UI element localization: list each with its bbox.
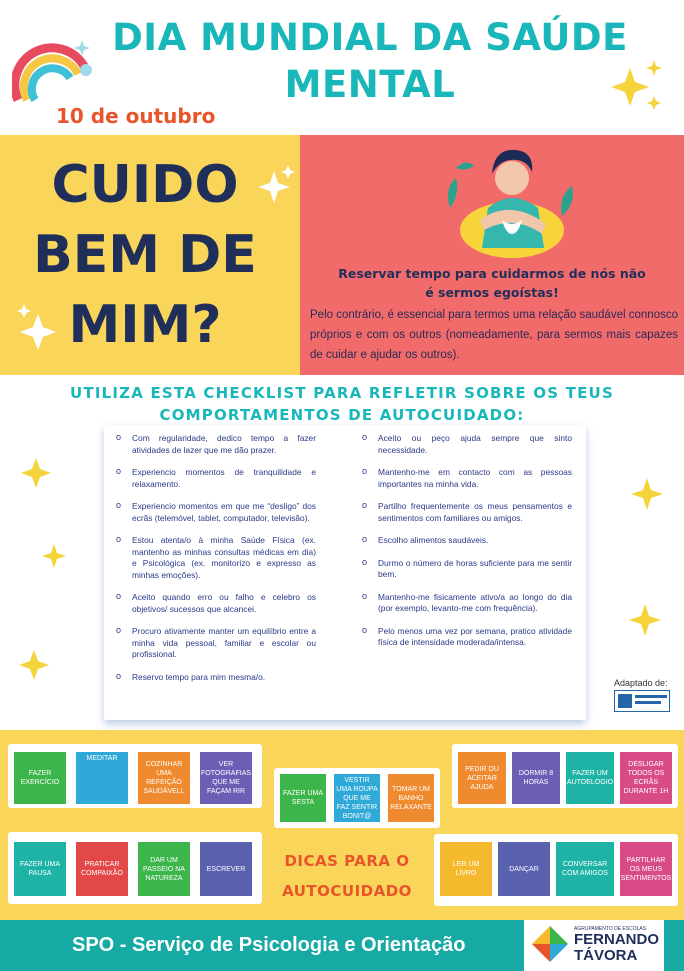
checklist-item: o Aceito ou peço ajuda sempre que sinto necessidade. <box>362 433 572 456</box>
reserve-body: Pelo contrário, é essencial para termos uma relação saudável connosco próprios e com os outros (nomeadamente, para sermos mais capazes de cuidar e ajudar os outros). <box>310 309 678 361</box>
sparkle-icon <box>14 302 60 354</box>
tip-tile: DANÇAR <box>498 842 550 896</box>
tip-tile: DORMIR 8 HORAS <box>512 752 560 804</box>
checklist-item: o Partilho frequentemente os meus pensamentos e sentimentos com familiares ou amigos. <box>362 501 572 524</box>
tip-tile: PRATICAR COMPAIXÃO <box>76 842 128 896</box>
title-line-2: MENTAL <box>284 63 456 106</box>
checklist-item: o Com regularidade, dedico tempo a fazer atividades de lazer que me dão prazer. <box>116 433 316 456</box>
tip-tile: FAZER UMA SESTA <box>280 774 326 822</box>
checklist-item: o Durmo o número de horas suficiente para me sentir bem. <box>362 558 572 581</box>
tip-tile: DESLIGAR TODOS OS ECRÃS DURANTE 1H <box>620 752 672 804</box>
checklist-item: o Escolho alimentos saudáveis. <box>362 535 572 547</box>
tip-tile: PARTILHAR OS MEUS SENTIMENTOS <box>620 842 672 896</box>
sparkle-icon <box>16 644 52 684</box>
checklist-item: o Reservo tempo para mim mesma/o. <box>116 672 316 684</box>
tip-tile: VESTIR UMA ROUPA QUE ME FAZ SENTIR BONIT@ <box>334 774 380 822</box>
checklist-heading: UTILIZA ESTA CHECKLIST PARA REFLETIR SOBRE OS TEUS COMPORTAMENTOS DE AUTOCUIDADO: <box>70 384 614 424</box>
header <box>0 0 684 135</box>
school-logo-mark <box>528 922 572 968</box>
rainbow-icon <box>12 30 94 112</box>
headline-line-1: CUIDO <box>51 155 239 215</box>
school-logo-subtitle: AGRUPAMENTO DE ESCOLAS <box>574 926 647 932</box>
tip-tile: DAR UM PASSEIO NA NATUREZA <box>138 842 190 896</box>
checklist-item: o Mantenho-me em contacto com as pessoas importantes na minha vida. <box>362 467 572 490</box>
tip-tile: MEDITAR <box>76 752 128 804</box>
tip-tile: FAZER UMA PAUSA <box>14 842 66 896</box>
checklist-item: o Procuro ativamente manter um equilíbrio entre a minha vida pessoal, familiar e escolar ou profissional. <box>116 626 316 661</box>
sparkle-icon <box>254 163 296 211</box>
tip-tile: COZINHAR UMA REFEIÇÃO SAUDÁVELL <box>138 752 190 804</box>
checklist-item: o Aceito quando erro ou falho e celebro os objetivos/ sucessos que alcancei. <box>116 592 316 615</box>
tip-tile: ESCREVER <box>200 842 252 896</box>
source-logo <box>614 690 670 712</box>
checklist-left-column <box>116 433 316 683</box>
tips-title: DICAS PARA O AUTOCUIDADO <box>282 852 412 900</box>
sparkle-icon <box>608 58 668 118</box>
date-label: 10 de outubro <box>56 104 216 128</box>
sparkle-icon <box>18 452 54 492</box>
checklist-right-column <box>362 433 572 649</box>
title-line-1: DIA MUNDIAL DA SAÚDE <box>112 16 628 59</box>
checklist-item: o Experiencio momentos em que me “desligo” dos ecrãs (telemóvel, tablet, computador, televisão). <box>116 501 316 524</box>
reserve-title: Reservar tempo para cuidarmos de nós não é sermos egoístas! <box>338 266 646 300</box>
tip-tile: TOMAR UM BANHO RELAXANTE <box>388 774 434 822</box>
self-hug-illustration <box>440 138 580 263</box>
sparkle-icon <box>626 598 664 640</box>
tip-tile: CONVERSAR COM AMIGOS <box>556 842 614 896</box>
adapted-from-label: Adaptado de: <box>614 678 668 688</box>
checklist-item: o Mantenho-me fisicamente ativo/a ao longo do dia (por exemplo, levanto-me com frequência). <box>362 592 572 615</box>
page-title <box>100 14 640 108</box>
tip-tile: FAZER UM AUTOELOGIO <box>566 752 614 804</box>
tip-tile: VER FOTOGRAFIAS QUE ME FAÇAM RIR <box>200 752 252 804</box>
tip-tile: LER UM LIVRO <box>440 842 492 896</box>
tip-tile: PEDIR OU ACEITAR AJUDA <box>458 752 506 804</box>
checklist-item: o Estou atenta/o à minha Saúde Física (ex. mantenho as minhas consultas médicas em dia) e Psicológica (ex. monitorizo e expresso as minhas emoções). <box>116 535 316 581</box>
checklist-card <box>104 425 586 720</box>
school-logo-name: FERNANDO TÁVORA <box>574 931 659 964</box>
checklist-item: o Experiencio momentos de tranquilidade e relaxamento. <box>116 467 316 490</box>
tip-tile: FAZER EXERCÍCIO <box>14 752 66 804</box>
sparkle-icon <box>40 540 68 572</box>
headline-line-2: BEM DE <box>33 225 257 285</box>
sparkle-icon <box>628 472 666 514</box>
checklist-item: o Pelo menos uma vez por semana, pratico atividade física de intensidade moderada/intensa. <box>362 626 572 649</box>
footer-text: SPO - Serviço de Psicologia e Orientação <box>72 934 466 956</box>
headline-line-3: MIM? <box>68 295 222 355</box>
